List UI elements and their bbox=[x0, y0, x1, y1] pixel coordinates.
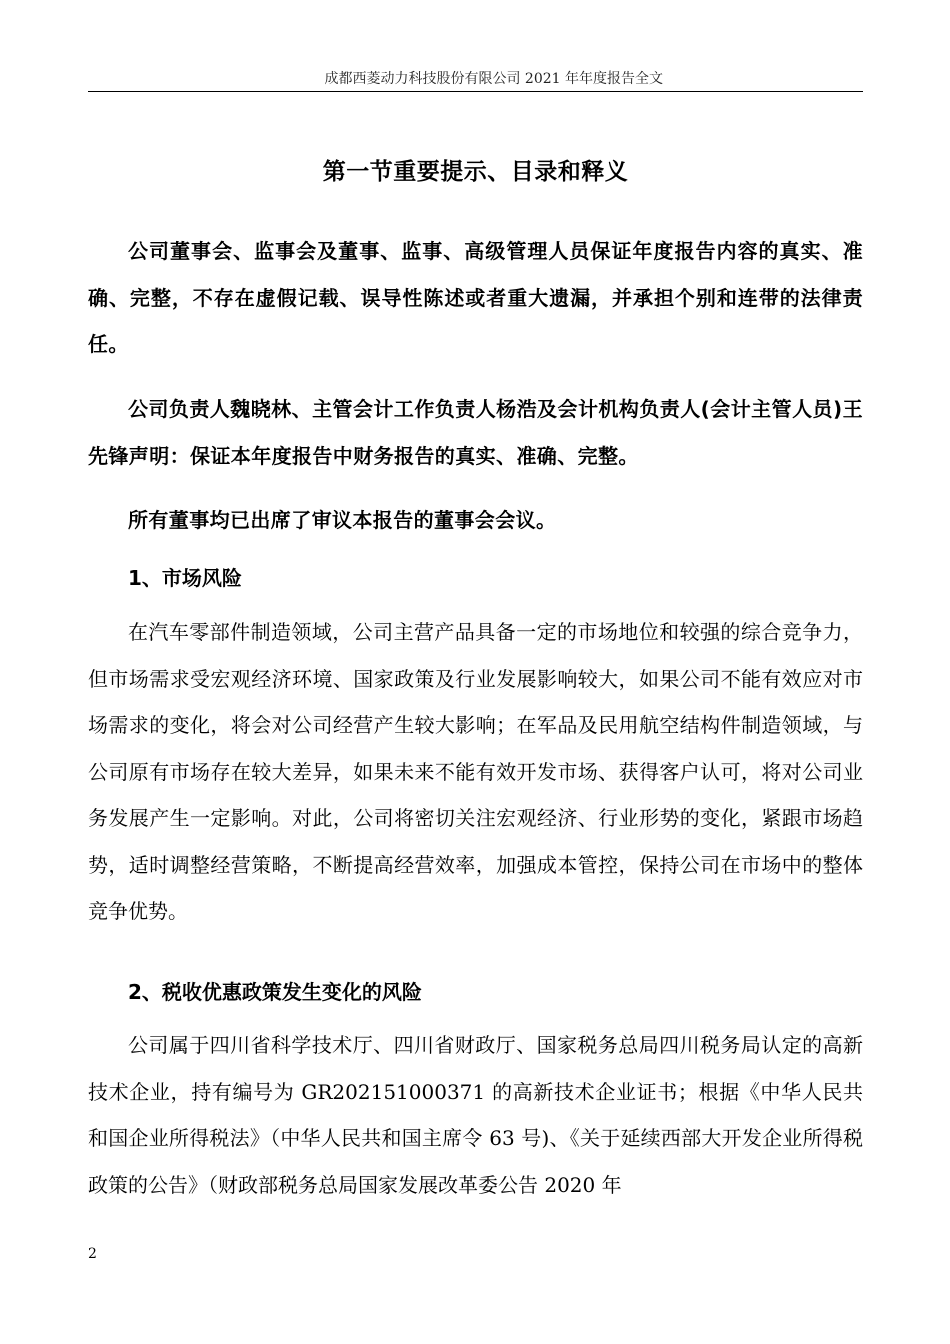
risk-heading-market: 1、市场风险 bbox=[128, 566, 242, 590]
board-statement: 公司董事会、监事会及董事、监事、高级管理人员保证年度报告内容的真实、准确、完整，不存在虚假记载、误导性陈述或者重大遗漏，并承担个别和连带的法律责任。 bbox=[88, 239, 863, 356]
section-title: 第一节重要提示、目录和释义 bbox=[322, 159, 629, 185]
officers-statement: 公司负责人魏晓林、主管会计工作负责人杨浩及会计机构负责人(会计主管人员)王先锋声明：保证本年度报告中财务报告的真实、准确、完整。 bbox=[88, 397, 863, 468]
header-divider bbox=[88, 91, 863, 92]
risk-body-market: 在汽车零部件制造领域，公司主营产品具备一定的市场地位和较强的综合竞争力，但市场需求受宏观经济环境、国家政策及行业发展影响较大，如果公司不能有效应对市场需求的变化，将会对公司经营产生较大影响；在军品及民用航空结构件制造领域，与公司原有市场存在较大差异，如果未来不能有效开发市场、获得客户认可，将对公司业务发展产生一定影响。对此，公司将密切关注宏观经济、行业形势的变化，紧跟市场趋势，适时调整经营策略，不断提高经营效率，加强成本管控，保持公司在市场中的整体竞争优势。 bbox=[88, 620, 863, 923]
running-header: 成都西菱动力科技股份有限公司 2021 年年度报告全文 bbox=[324, 71, 663, 87]
risk-body-tax: 公司属于四川省科学技术厅、四川省财政厅、国家税务总局四川税务局认定的高新技术企业，持有编号为 GR202151000371 的高新技术企业证书；根据《中华人民共和国企业所得税法》（中华人民共和国主席令 63 号)、《关于延续西部大开发企业所得税政策的公告》（财政部税务总局国家发展改革委公告 2020 年 bbox=[88, 1033, 863, 1197]
attendance-statement: 所有董事均已出席了审议本报告的董事会会议。 bbox=[128, 508, 557, 532]
risk-heading-tax: 2、税收优惠政策发生变化的风险 bbox=[128, 980, 422, 1004]
page-number: 2 bbox=[88, 1246, 97, 1262]
